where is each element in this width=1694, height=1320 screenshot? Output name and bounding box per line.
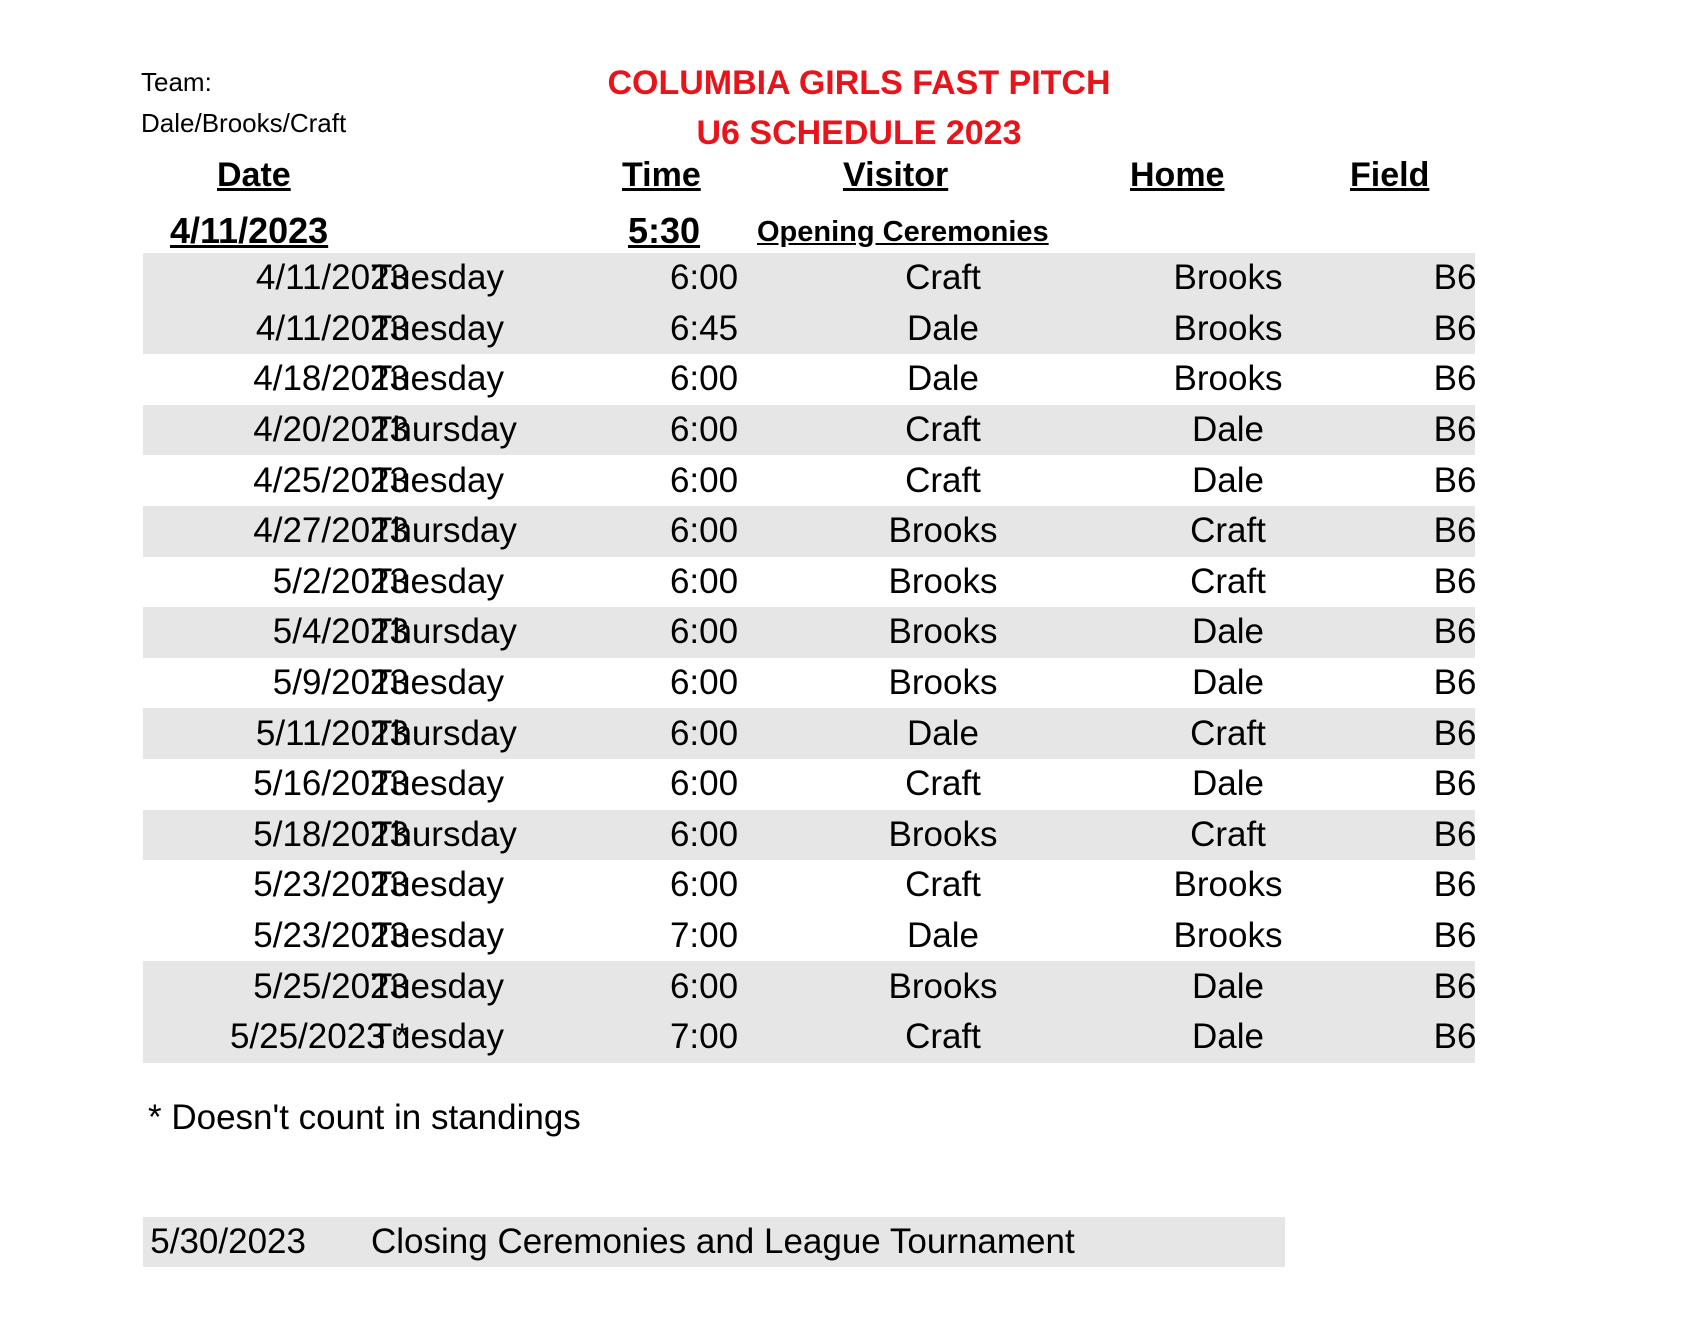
game-visitor: Brooks bbox=[888, 612, 998, 652]
game-visitor: Brooks bbox=[888, 663, 998, 703]
game-field: B6 bbox=[1433, 511, 1477, 551]
table-row bbox=[143, 304, 1475, 355]
game-day: Tuesday bbox=[371, 663, 504, 703]
game-date: 5/9/2023 bbox=[272, 663, 409, 703]
game-time: 6:00 bbox=[669, 713, 739, 753]
table-row bbox=[143, 911, 1475, 962]
opening-time: 5:30 bbox=[628, 210, 701, 251]
game-visitor: Craft bbox=[905, 764, 981, 804]
schedule-table bbox=[143, 253, 1475, 1063]
game-home: Dale bbox=[1192, 410, 1264, 450]
game-field: B6 bbox=[1433, 663, 1477, 703]
game-day: Tuesday bbox=[371, 460, 504, 500]
game-date: 5/16/2023 bbox=[253, 764, 409, 804]
game-day: Tuesday bbox=[371, 966, 504, 1006]
game-field: B6 bbox=[1433, 713, 1477, 753]
opening-event: Opening Ceremonies bbox=[757, 216, 1049, 248]
game-visitor: Brooks bbox=[888, 814, 998, 854]
game-date: 5/11/2023 bbox=[255, 713, 409, 753]
game-home: Craft bbox=[1190, 814, 1266, 854]
game-time: 6:00 bbox=[669, 359, 739, 399]
game-day: Tuesday bbox=[371, 1017, 504, 1057]
game-field: B6 bbox=[1433, 1017, 1477, 1057]
game-date: 4/20/2023 bbox=[253, 410, 409, 450]
game-home: Craft bbox=[1190, 511, 1266, 551]
game-date: 5/4/2023 bbox=[272, 612, 409, 652]
header-field: Field bbox=[1350, 156, 1430, 194]
game-field: B6 bbox=[1433, 308, 1477, 348]
game-visitor: Dale bbox=[907, 916, 979, 956]
game-time: 6:45 bbox=[669, 308, 739, 348]
table-row bbox=[143, 506, 1475, 557]
game-date: 5/25/2023 bbox=[253, 966, 409, 1006]
game-time: 6:00 bbox=[669, 511, 739, 551]
schedule-subtitle: U6 SCHEDULE 2023 bbox=[696, 114, 1022, 152]
game-visitor: Dale bbox=[907, 713, 979, 753]
game-home: Dale bbox=[1192, 764, 1264, 804]
game-home: Brooks bbox=[1173, 258, 1283, 298]
game-date: 4/27/2023 bbox=[253, 511, 409, 551]
table-row bbox=[143, 759, 1475, 810]
game-day: Thursday bbox=[371, 713, 517, 753]
table-row bbox=[143, 961, 1475, 1012]
game-visitor: Dale bbox=[907, 308, 979, 348]
game-time: 7:00 bbox=[669, 916, 739, 956]
game-day: Tuesday bbox=[371, 764, 504, 804]
game-home: Dale bbox=[1192, 966, 1264, 1006]
game-field: B6 bbox=[1433, 764, 1477, 804]
table-row bbox=[143, 658, 1475, 709]
game-field: B6 bbox=[1433, 966, 1477, 1006]
game-day: Tuesday bbox=[371, 258, 504, 298]
game-field: B6 bbox=[1433, 460, 1477, 500]
game-date: 5/23/2023 bbox=[253, 865, 409, 905]
game-day: Thursday bbox=[371, 612, 517, 652]
game-visitor: Craft bbox=[905, 865, 981, 905]
game-time: 6:00 bbox=[669, 814, 739, 854]
table-row bbox=[143, 607, 1475, 658]
game-visitor: Craft bbox=[905, 460, 981, 500]
game-visitor: Craft bbox=[905, 410, 981, 450]
table-row bbox=[143, 860, 1475, 911]
game-visitor: Brooks bbox=[888, 966, 998, 1006]
table-row bbox=[143, 405, 1475, 456]
game-date: 5/18/2023 bbox=[253, 814, 409, 854]
game-home: Dale bbox=[1192, 460, 1264, 500]
game-field: B6 bbox=[1433, 916, 1477, 956]
header-date: Date bbox=[217, 156, 291, 194]
opening-date: 4/11/2023 bbox=[170, 210, 329, 251]
table-row bbox=[143, 354, 1475, 405]
header-home: Home bbox=[1130, 156, 1225, 194]
game-home: Dale bbox=[1192, 612, 1264, 652]
game-date: 5/23/2023 bbox=[253, 916, 409, 956]
game-home: Brooks bbox=[1173, 916, 1283, 956]
game-time: 6:00 bbox=[669, 460, 739, 500]
game-home: Brooks bbox=[1173, 359, 1283, 399]
game-field: B6 bbox=[1433, 561, 1477, 601]
game-home: Dale bbox=[1192, 663, 1264, 703]
team-block bbox=[141, 62, 346, 144]
game-visitor: Brooks bbox=[888, 561, 998, 601]
game-day: Thursday bbox=[371, 814, 517, 854]
game-day: Thursday bbox=[371, 410, 517, 450]
team-label: Team: bbox=[141, 67, 212, 97]
game-date: 4/11/2023 bbox=[255, 308, 409, 348]
game-time: 6:00 bbox=[669, 561, 739, 601]
game-time: 6:00 bbox=[669, 764, 739, 804]
team-names: Dale/Brooks/Craft bbox=[141, 108, 347, 138]
game-time: 6:00 bbox=[669, 612, 739, 652]
game-home: Brooks bbox=[1173, 308, 1283, 348]
game-home: Craft bbox=[1190, 713, 1266, 753]
game-time: 6:00 bbox=[669, 966, 739, 1006]
game-home: Craft bbox=[1190, 561, 1266, 601]
schedule-title: COLUMBIA GIRLS FAST PITCH bbox=[607, 64, 1111, 102]
game-field: B6 bbox=[1433, 258, 1477, 298]
game-time: 6:00 bbox=[669, 663, 739, 703]
game-field: B6 bbox=[1433, 359, 1477, 399]
game-day: Tuesday bbox=[371, 865, 504, 905]
game-date: 4/11/2023 bbox=[255, 258, 409, 298]
game-visitor: Brooks bbox=[888, 511, 998, 551]
game-field: B6 bbox=[1433, 865, 1477, 905]
game-day: Tuesday bbox=[371, 359, 504, 399]
closing-event: Closing Ceremonies and League Tournament bbox=[371, 1222, 1075, 1261]
table-row bbox=[143, 455, 1475, 506]
table-row bbox=[143, 1012, 1475, 1063]
standings-footnote: * Doesn't count in standings bbox=[148, 1098, 581, 1137]
game-day: Tuesday bbox=[371, 308, 504, 348]
game-date: 4/25/2023 bbox=[253, 460, 409, 500]
table-row bbox=[143, 253, 1475, 304]
game-date: 5/2/2023 bbox=[272, 561, 409, 601]
game-time: 6:00 bbox=[669, 410, 739, 450]
table-row bbox=[143, 810, 1475, 861]
game-field: B6 bbox=[1433, 612, 1477, 652]
header-time: Time bbox=[622, 156, 701, 194]
game-day: Tuesday bbox=[371, 916, 504, 956]
game-visitor: Craft bbox=[905, 258, 981, 298]
game-date: 4/18/2023 bbox=[253, 359, 409, 399]
game-field: B6 bbox=[1433, 410, 1477, 450]
header-visitor: Visitor bbox=[843, 156, 949, 194]
game-home: Brooks bbox=[1173, 865, 1283, 905]
game-home: Dale bbox=[1192, 1017, 1264, 1057]
closing-row bbox=[143, 1217, 1285, 1267]
game-visitor: Dale bbox=[907, 359, 979, 399]
game-date: 5/25/2023 * bbox=[229, 1017, 409, 1057]
game-time: 6:00 bbox=[669, 258, 739, 298]
game-time: 6:00 bbox=[669, 865, 739, 905]
game-field: B6 bbox=[1433, 814, 1477, 854]
game-time: 7:00 bbox=[669, 1017, 739, 1057]
table-row bbox=[143, 708, 1475, 759]
game-day: Tuesday bbox=[371, 561, 504, 601]
game-visitor: Craft bbox=[905, 1017, 981, 1057]
table-row bbox=[143, 557, 1475, 608]
game-day: Thursday bbox=[371, 511, 517, 551]
closing-date: 5/30/2023 bbox=[150, 1222, 306, 1261]
